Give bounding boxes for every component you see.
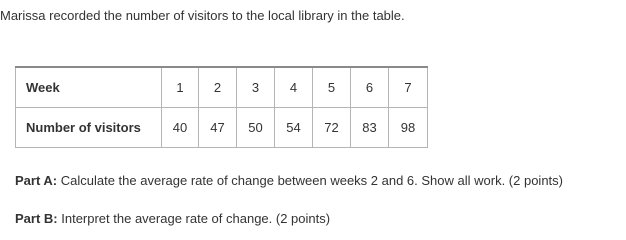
part-a-label: Part A: [15,173,58,188]
visitors-table [15,66,428,148]
visitors-cell-1: 40 [162,108,199,148]
intro-text: Marissa recorded the number of visitors to the local library in the table. [0,8,405,23]
week-cell-2: 2 [199,67,237,108]
part-b-label: Part B: [15,211,58,226]
week-cell-6: 6 [351,67,389,108]
part-a-question [15,173,563,188]
visitors-row-label: Number of visitors [16,108,162,148]
week-cell-7: 7 [389,67,428,108]
week-cell-1: 1 [162,67,199,108]
week-row-label: Week [16,67,162,108]
visitors-cell-7: 98 [389,108,428,148]
part-b-text: Interpret the average rate of change. (2 points) [57,211,331,226]
week-cell-5: 5 [313,67,351,108]
visitors-cell-3: 50 [237,108,275,148]
week-cell-4: 4 [275,67,313,108]
visitors-cell-2: 47 [199,108,237,148]
visitors-cell-4: 54 [275,108,313,148]
table-row-visitors [16,108,428,148]
part-b-question [15,211,330,226]
visitors-cell-6: 83 [351,108,389,148]
visitors-cell-5: 72 [313,108,351,148]
table-row-week [16,67,428,108]
part-a-text: Calculate the average rate of change between weeks 2 and 6. Show all work. (2 points) [57,173,563,188]
week-cell-3: 3 [237,67,275,108]
